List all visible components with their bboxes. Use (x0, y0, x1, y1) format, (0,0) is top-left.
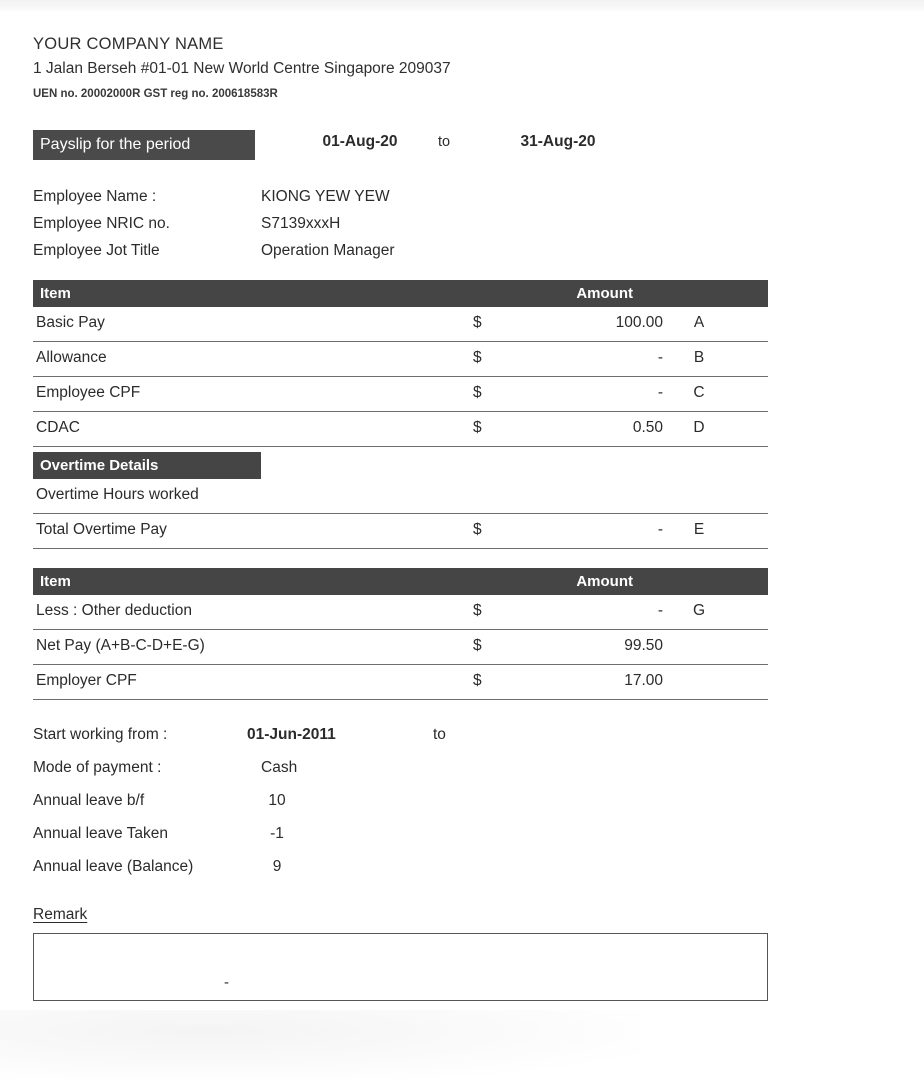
period-from-date: 01-Aug-20 (322, 133, 398, 150)
row-item-label: Less : Other deduction (36, 602, 192, 619)
deductions-header-item: Item (40, 573, 71, 590)
start-working-label: Start working from : (33, 726, 168, 743)
overtime-table-header (33, 452, 261, 479)
earnings-table-header (33, 280, 768, 307)
row-amount: - (657, 384, 663, 401)
row-amount: 99.50 (624, 637, 663, 654)
annual-leave-taken-value: -1 (270, 825, 284, 842)
row-item-label: Basic Pay (36, 314, 105, 331)
annual-leave-taken-label: Annual leave Taken (33, 825, 169, 842)
overtime-table (33, 452, 768, 549)
row-item-label: Employee CPF (36, 384, 141, 401)
start-working-row (33, 726, 733, 759)
company-name: YOUR COMPANY NAME (33, 35, 224, 53)
start-working-to-label: to (433, 726, 446, 743)
row-currency: $ (473, 637, 482, 654)
annual-leave-balance-row (33, 858, 733, 891)
row-code: G (692, 602, 706, 619)
row-currency: $ (473, 521, 482, 538)
employee-jobtitle-label: Employee Jot Title (33, 242, 160, 259)
earnings-header-amount: Amount (576, 285, 633, 302)
row-amount: - (657, 349, 663, 366)
table-row (33, 479, 768, 513)
earnings-table (33, 280, 768, 447)
annual-leave-bf-label: Annual leave b/f (33, 792, 145, 809)
row-currency: $ (473, 349, 482, 366)
period-to-label: to (438, 134, 451, 150)
employee-name-label: Employee Name : (33, 188, 157, 205)
row-currency: $ (473, 419, 482, 436)
row-item-label: Total Overtime Pay (36, 521, 167, 538)
table-row (33, 595, 768, 630)
row-code: B (693, 349, 705, 366)
table-row (33, 630, 768, 665)
deductions-header-amount: Amount (576, 573, 633, 590)
table-row (33, 342, 768, 377)
annual-leave-balance-value: 9 (272, 858, 282, 875)
annual-leave-taken-row (33, 825, 733, 858)
overtime-header-item: Overtime Details (40, 457, 159, 474)
row-amount: 17.00 (624, 672, 663, 689)
row-currency: $ (473, 672, 482, 689)
table-row (33, 307, 768, 342)
employee-info-row (33, 188, 633, 215)
row-code: C (693, 384, 705, 401)
deductions-table-header (33, 568, 768, 595)
row-currency: $ (473, 314, 482, 331)
table-row (33, 665, 768, 700)
employee-info-row (33, 215, 633, 242)
annual-leave-bf-value: 10 (268, 792, 286, 809)
employee-nric-value: S7139xxxH (261, 215, 341, 232)
annual-leave-bf-row (33, 792, 733, 825)
row-amount: - (657, 602, 663, 619)
company-registration: UEN no. 20002000R GST reg no. 200618583R (33, 88, 278, 100)
company-header (33, 33, 733, 103)
start-working-value: 01-Jun-2011 (247, 726, 336, 743)
period-to-date: 31-Aug-20 (520, 133, 596, 150)
earnings-header-item: Item (40, 285, 71, 302)
remark-box[interactable] (33, 933, 768, 1001)
row-item-label: Employer CPF (36, 672, 137, 689)
row-amount: - (657, 521, 663, 538)
employee-info-row (33, 242, 633, 269)
row-code: A (693, 314, 705, 331)
row-code: D (693, 419, 705, 436)
row-code: E (693, 521, 705, 538)
employee-nric-label: Employee NRIC no. (33, 215, 170, 232)
employee-name-value: KIONG YEW YEW (261, 188, 390, 205)
table-row (33, 412, 768, 447)
mode-of-payment-label: Mode of payment : (33, 759, 162, 776)
company-address: 1 Jalan Berseh #01-01 New World Centre Singapore 209037 (33, 60, 451, 77)
remark-text: - (224, 974, 229, 991)
deductions-table (33, 568, 768, 700)
mode-of-payment-row (33, 759, 733, 792)
mode-of-payment-value: Cash (261, 759, 298, 776)
row-amount: 0.50 (632, 419, 663, 436)
table-row (33, 513, 768, 549)
payslip-period-row (33, 130, 773, 160)
payslip-period-band: Payslip for the period (33, 130, 255, 160)
row-item-label: CDAC (36, 419, 80, 436)
remark-label: Remark (33, 906, 88, 923)
row-item-label: Overtime Hours worked (36, 486, 199, 503)
employment-details (33, 726, 733, 891)
employee-info (33, 188, 633, 269)
row-currency: $ (473, 384, 482, 401)
row-amount: 100.00 (615, 314, 663, 331)
row-item-label: Allowance (36, 349, 107, 366)
row-item-label: Net Pay (A+B-C-D+E-G) (36, 637, 205, 654)
row-currency: $ (473, 602, 482, 619)
annual-leave-balance-label: Annual leave (Balance) (33, 858, 194, 875)
employee-jobtitle-value: Operation Manager (261, 242, 395, 259)
table-row (33, 377, 768, 412)
